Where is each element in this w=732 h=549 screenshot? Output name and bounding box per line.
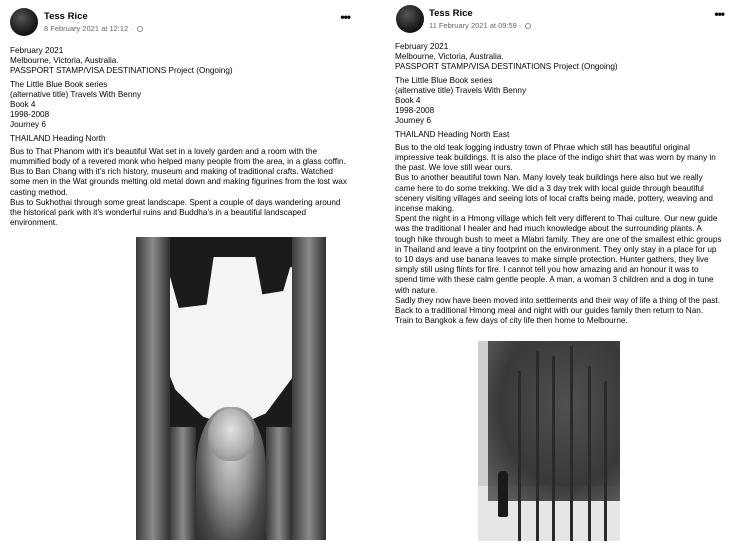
post-paragraph: THAILAND Heading North East [395, 129, 510, 139]
buddha-head [208, 409, 254, 461]
avatar[interactable] [10, 8, 38, 36]
photo-column [136, 237, 170, 540]
author-name[interactable]: Tess Rice [429, 8, 473, 19]
more-options-button[interactable]: ••• [340, 10, 350, 24]
post-paragraph: February 2021 Melbourne, Victoria, Australia. PASSPORT STAMP/VISA DESTINATIONS Project (Ongoing) [395, 42, 618, 72]
bamboo-stem [552, 356, 555, 541]
post-paragraph: Bus to the old teak logging industry town of Phrae which still has beautiful original impressive teak buildings. It is also the place of the indigo shirt that was worn by many in the past. We love still wear ours. Bus to another beautiful town Nan. Many lovely teak buildings here also but we really came here to do some trekking. We did a 3 day trek with local guide through beautiful scenery visiting villages and seeing lots of local crafts being made, pottery, weaving and incense making. Spent the night in a Hmong village which felt very different to Thai culture. Our new guide was the traditional I healer and had much knowledge about the surrounding plants. A tough hike through bush to meet a Mlabri family. They are one of the smallest ethic groups in Thailand and leave a tiny footprint on the environment. They only stay in a place for up to 10 days and use banana leaves to make simple protection. Hunter gathers, they live simply still using flints for fire. I cannot tell you how amazing and an honour it was to spend time with these calm gentle people. A man, a woman 3 children and a dog in tune with nature. Sadly they now have been moved into settlements and their way of life a thing of the past. Back to a traditional Hmong meal and night with our guides family then return to Nan. Train to Bangkok a few days of city life then home to Melbourne. [395, 142, 722, 326]
avatar[interactable] [396, 5, 424, 33]
post-meta [44, 24, 143, 33]
buddha-statue-photo[interactable] [136, 237, 326, 540]
more-options-button[interactable]: ••• [714, 7, 724, 21]
post-header [0, 0, 358, 42]
post-paragraph: February 2021 Melbourne, Victoria, Australia. PASSPORT STAMP/VISA DESTINATIONS Project (Ongoing) [10, 46, 233, 76]
globe-icon [525, 23, 531, 29]
bamboo-stem [604, 381, 607, 541]
separator-dot: · [131, 24, 134, 33]
post-body [386, 42, 732, 326]
post-date[interactable]: 11 February 2021 at 09:59 [429, 21, 517, 30]
bamboo-stem [518, 371, 521, 541]
photo-column [170, 427, 196, 540]
post-paragraph: The Little Blue Book series (alternative title) Travels With Benny Book 4 1998-2008 Journey 6 [10, 79, 142, 130]
post-paragraph: The Little Blue Book series (alternative title) Travels With Benny Book 4 1998-2008 Journey 6 [395, 75, 527, 126]
post-date[interactable]: 8 February 2021 at 12:12 [44, 24, 129, 33]
bamboo-stem [588, 366, 591, 541]
post-right [386, 0, 732, 549]
bamboo-stem [570, 346, 573, 541]
person-figure [498, 471, 508, 517]
separator-dot: · [519, 21, 523, 30]
post-left [0, 0, 358, 549]
post-paragraph: THAILAND Heading North [10, 133, 106, 143]
post-header [386, 0, 732, 42]
post-meta [429, 21, 531, 30]
photo-column [292, 237, 326, 540]
post-body [0, 42, 358, 228]
bamboo-stem [536, 351, 539, 541]
photo-column [266, 427, 292, 540]
author-name[interactable]: Tess Rice [44, 11, 88, 22]
globe-icon [137, 26, 143, 32]
bamboo-grove-photo[interactable] [478, 341, 620, 541]
post-paragraph: Bus to That Phanom with it’s beautiful Wat set in a lovely garden and a room with the mummified body of a revered monk who helped many people from the area, in a glass coffin. Bus to Ban Chang with it’s rich history, museum and making of traditional crafts. Watched some men in the Wat grounds melting old metal down and making figurines from the lost wax casting method. Bus to Sukhothai through some great landscape. Spent a couple of days wandering around the historical park with it’s wonderful ruins and Buddha’s in a beautiful landscaped environment. [10, 146, 347, 228]
